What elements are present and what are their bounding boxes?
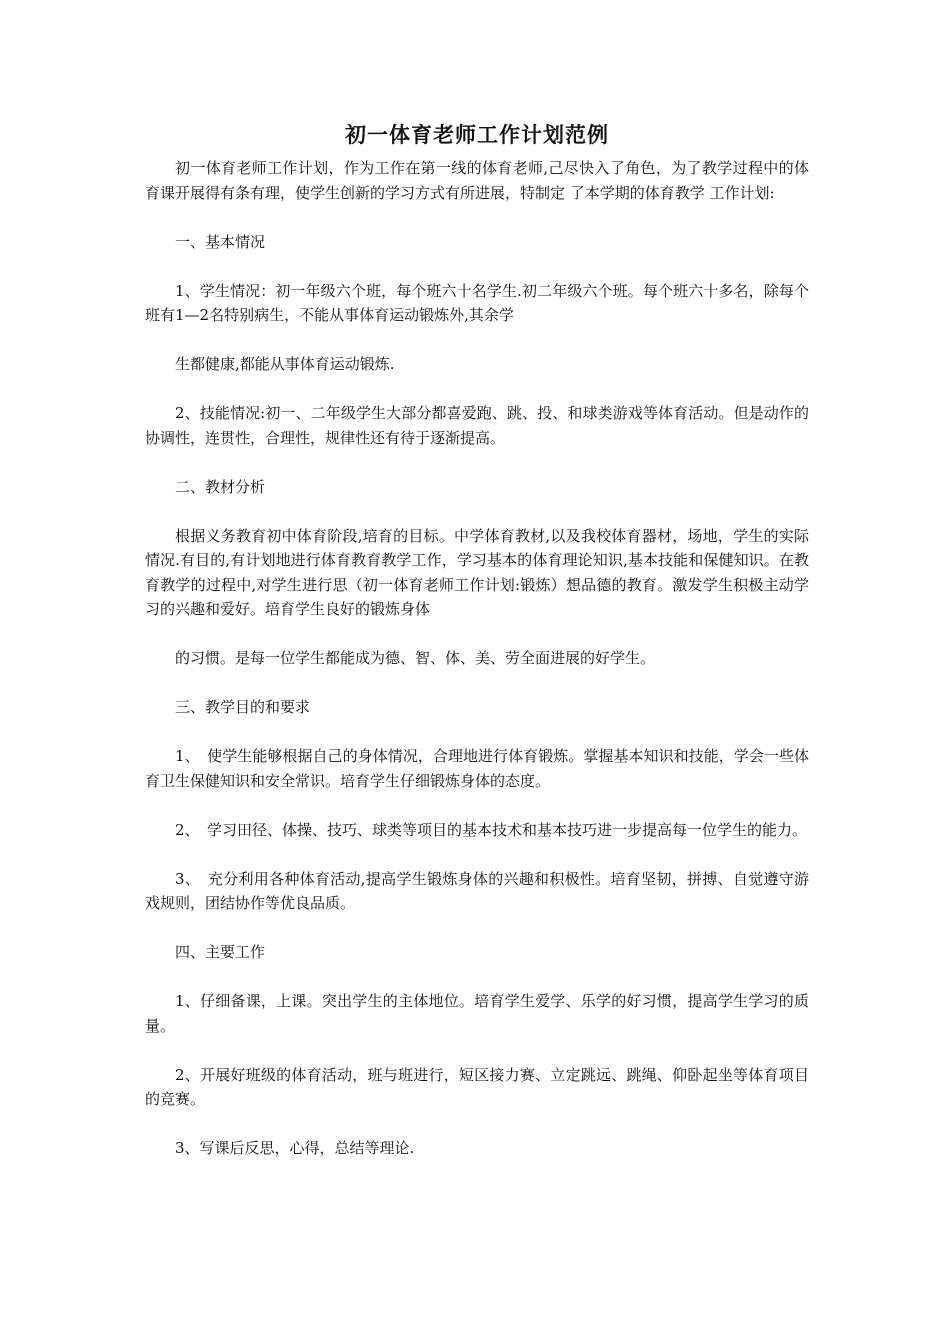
document-page <box>145 118 809 1161</box>
section-heading-basic-info: 一、基本情况 <box>175 232 266 251</box>
paragraph-work-1: 1、仔细备课，上课。突出学生的主体地位。培育学生爱学、乐学的好习惯，提高学生学习的质量。 <box>145 992 809 1035</box>
paragraph-material-analysis: 根据义务教育初中体育阶段,培育的目标。中学体育教材,以及我校体育器材，场地，学生的实际情况.有目的,有计划地进行体育教育教学工作，学习基本的体育理论知识,基本技能和保健知识。在教育教学的过程中,对学生进行思（初一体育老师工作计划:锻炼）想品德的教育。激发学生积极主动学习的兴趣和爱好。培育学生良好的锻炼身体 <box>145 526 809 618</box>
paragraph-work-2: 2、开展好班级的体育活动，班与班进行，短区接力赛、立定跳远、跳绳、仰卧起坐等体育项目的竞赛。 <box>145 1065 809 1108</box>
paragraph-habits: 的习惯。是每一位学生都能成为德、智、体、美、劳全面进展的好学生。 <box>175 649 656 667</box>
intro-paragraph: 初一体育老师工作计划，作为工作在第一线的体育老师,己尽快入了角色，为了教学过程中的体育课开展得有条有理，使学生创新的学习方式有所进展，特制定 了本学期的体育教学 工作计划: <box>145 159 809 202</box>
paragraph-goal-2: 2、 学习田径、体操、技巧、球类等项目的基本技术和基本技巧进一步提高每一位学生的能力。 <box>175 820 808 839</box>
section-heading-main-work: 四、主要工作 <box>175 943 266 961</box>
paragraph-goal-3: 3、 充分利用各种体育活动,提高学生锻炼身体的兴趣和积极性。培育坚韧，拼搏、自觉遵守游戏规则，团结协作等优良品质。 <box>145 869 809 912</box>
section-heading-goals: 三、教学目的和要求 <box>175 698 311 716</box>
paragraph-student-health: 生都健康,都能从事体育运动锻炼. <box>175 355 395 373</box>
section-heading-material-analysis: 二、教材分析 <box>175 477 266 496</box>
paragraph-work-3: 3、写课后反思，心得，总结等理论. <box>175 1139 415 1157</box>
paragraph-goal-1: 1、 使学生能够根据自己的身体情况，合理地进行体育锻炼。掌握基本知识和技能，学会一些体育卫生保健知识和安全常识。培育学生仔细锻炼身体的态度。 <box>145 747 809 790</box>
paragraph-skill-situation: 2、技能情况:初一、二年级学生大部分都喜爱跑、跳、投、和球类游戏等体育活动。但是动作的协调性，连贯性，合理性，规律性还有待于逐渐提高。 <box>145 404 809 447</box>
document-title: 初一体育老师工作计划范例 <box>345 122 609 147</box>
paragraph-student-situation: 1、学生情况：初一年级六个班，每个班六十名学生.初二年级六个班。每个班六十多名，除每个班有1—2名特别病生，不能从事体育运动锻炼外,其余学 <box>145 281 809 324</box>
